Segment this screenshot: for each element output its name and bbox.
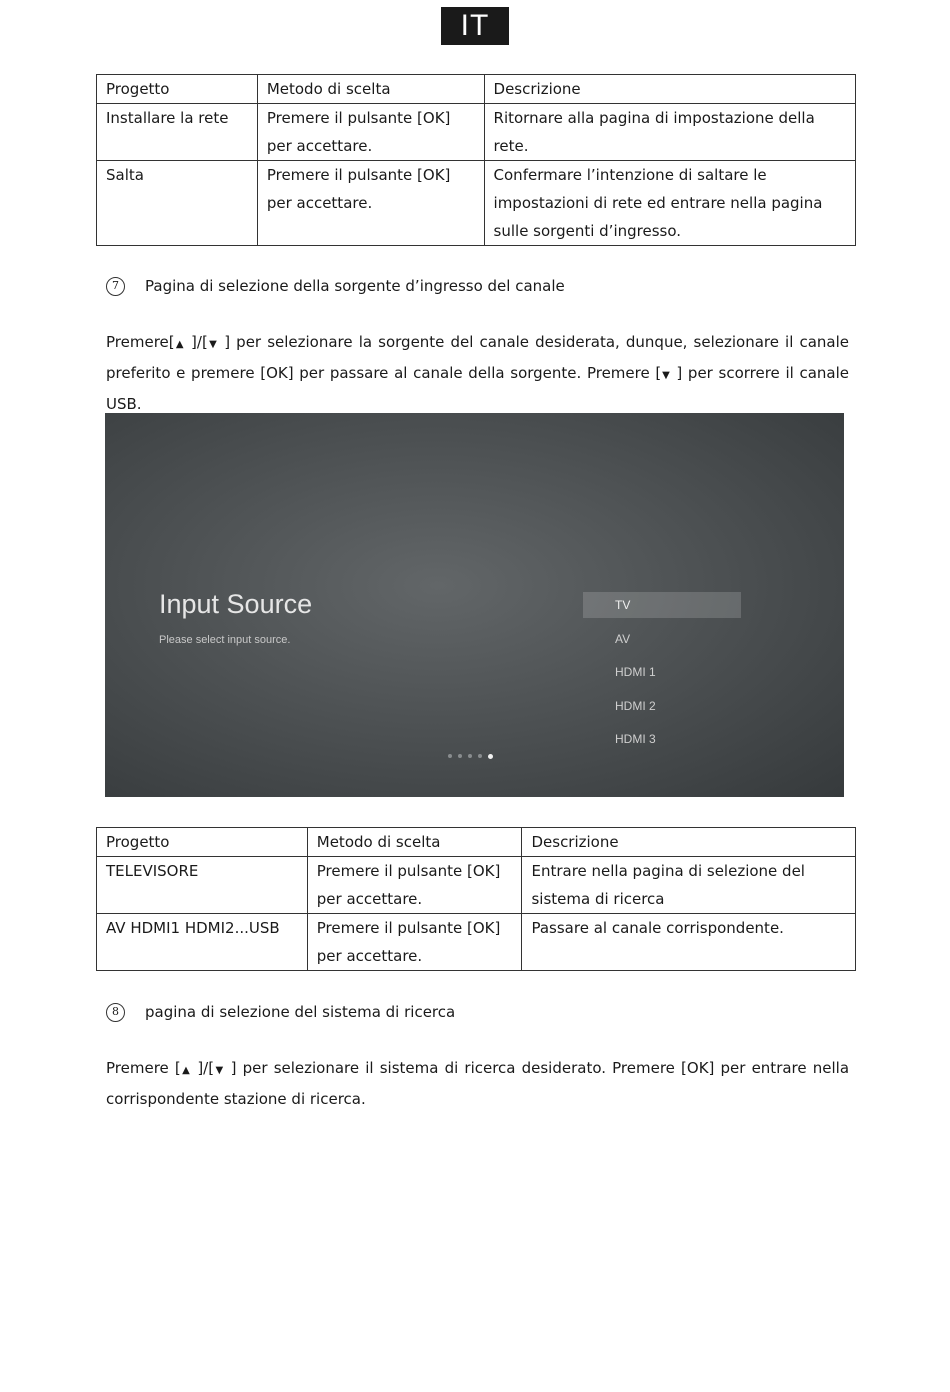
section-7-paragraph	[106, 328, 849, 418]
table-cell: Premere il pulsante [OK] per accettare.	[257, 104, 484, 161]
table-header-cell: Metodo di scelta	[257, 75, 484, 104]
section-heading-7	[106, 272, 565, 300]
table-cell: Confermare l’intenzione di saltare le impostazioni di rete ed entrare nella pagina sulle sorgenti d’ingresso.	[484, 161, 855, 246]
input-source-menu	[583, 592, 741, 760]
source-item-hdmi2[interactable]: HDMI 2	[615, 698, 656, 713]
table-cell: Premere il pulsante [OK] per accettare.	[307, 857, 522, 914]
paragraph-text: ] per selezionare il sistema di ricerca desiderato. Premere [OK] per entrare nella corrispondente stazione di ricerca.	[106, 1059, 850, 1108]
table-cell: Passare al canale corrispondente.	[522, 914, 856, 971]
table-cell: Ritornare alla pagina di impostazione della rete.	[484, 104, 855, 161]
input-source-screenshot	[105, 413, 844, 797]
table-row	[97, 104, 856, 161]
page-dot-active	[488, 754, 493, 759]
table-header-row	[97, 75, 856, 104]
up-arrow-icon: ▲	[174, 339, 185, 350]
paragraph-text: ]/[	[191, 1059, 215, 1077]
table-row	[97, 914, 856, 971]
table-row	[97, 161, 856, 246]
table-cell: AV HDMI1 HDMI2...USB	[97, 914, 308, 971]
section-8-paragraph	[106, 1054, 849, 1113]
table-row	[97, 857, 856, 914]
paragraph-text: Premere [	[106, 1059, 181, 1077]
table-header-row	[97, 828, 856, 857]
source-item-hdmi1[interactable]: HDMI 1	[615, 665, 656, 680]
table-header-cell: Descrizione	[522, 828, 856, 857]
down-arrow-icon: ▼	[214, 1065, 225, 1076]
network-options-table	[96, 74, 856, 246]
table-header-cell: Descrizione	[484, 75, 855, 104]
page-indicator	[448, 754, 493, 759]
down-arrow-icon: ▼	[661, 370, 671, 381]
table-cell: Premere il pulsante [OK] per accettare.	[307, 914, 522, 971]
table-header-cell: Progetto	[97, 75, 258, 104]
table-cell: Installare la rete	[97, 104, 258, 161]
source-item-av[interactable]: AV	[615, 631, 631, 646]
section-heading-8	[106, 998, 455, 1026]
page-dot	[448, 754, 452, 758]
section-number: 7	[106, 277, 125, 296]
source-item-tv[interactable]: TV	[583, 592, 741, 618]
table-header-cell: Metodo di scelta	[307, 828, 522, 857]
paragraph-text: ] per selezionare la sorgente del canale desiderata, dunque, selezionare il canale preferito e premere [OK] per passare al canale della sorgente. Premere [	[106, 333, 850, 382]
table-cell: Salta	[97, 161, 258, 246]
paragraph-text: ] per scorrere il canale USB.	[106, 364, 849, 413]
language-badge: IT	[441, 7, 509, 45]
up-arrow-icon: ▲	[180, 1065, 192, 1076]
section-number: 8	[106, 1003, 125, 1022]
table-cell: Premere il pulsante [OK] per accettare.	[257, 161, 484, 246]
section-title: pagina di selezione del sistema di ricerca	[145, 1003, 456, 1021]
input-source-table	[96, 827, 856, 971]
table-cell: Entrare nella pagina di selezione del sistema di ricerca	[522, 857, 856, 914]
page-dot	[478, 754, 482, 758]
table-cell: TELEVISORE	[97, 857, 308, 914]
source-item-hdmi3[interactable]: HDMI 3	[615, 732, 656, 747]
section-title: Pagina di selezione della sorgente d’ingresso del canale	[145, 277, 565, 295]
input-source-title: Input Source	[159, 589, 313, 619]
page-dot	[468, 754, 472, 758]
paragraph-text: ]/[	[184, 333, 208, 351]
input-source-subtitle: Please select input source.	[159, 634, 291, 646]
down-arrow-icon: ▼	[207, 339, 219, 350]
page-dot	[458, 754, 462, 758]
paragraph-text: Premere[	[106, 333, 175, 351]
table-header-cell: Progetto	[97, 828, 308, 857]
